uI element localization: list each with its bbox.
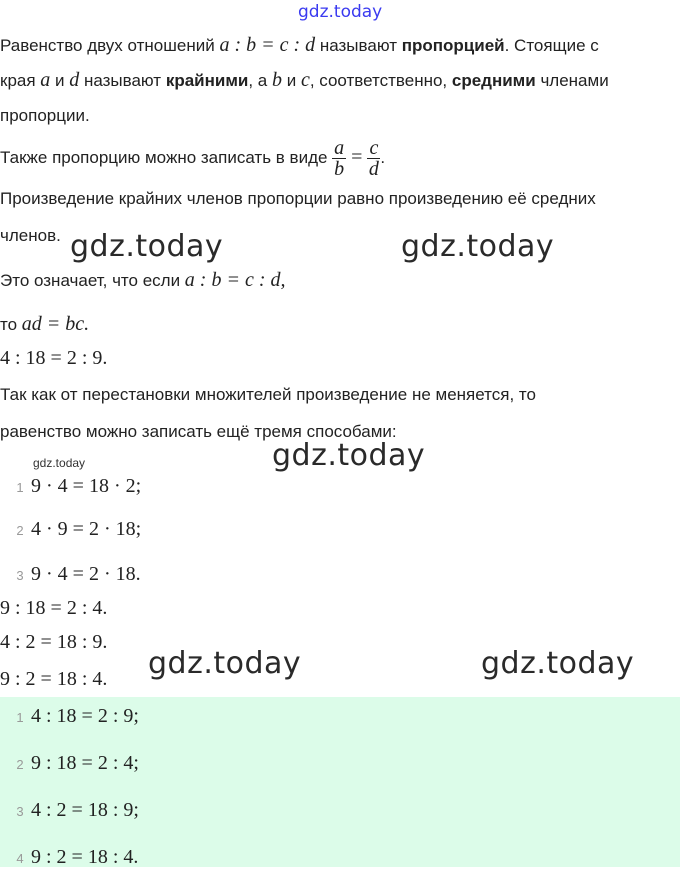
watermark-small: gdz.today [33, 456, 86, 470]
watermark: gdz.today [272, 438, 426, 473]
list-text: 9 · 4 = 18 · 2; [31, 475, 142, 497]
math: a [40, 69, 51, 91]
equation: 4 : 2 = 18 : 9. [0, 631, 108, 653]
text: то [0, 315, 22, 334]
fraction-c-d [367, 138, 380, 179]
list-text: 9 : 2 = 18 : 4. [31, 846, 139, 868]
list-number: 2 [16, 523, 24, 538]
answer-item [9, 846, 138, 870]
list-text: 9 : 18 = 2 : 4; [31, 752, 139, 774]
text: Это означает, что если [0, 271, 185, 290]
watermark-top: gdz.today [298, 2, 383, 22]
list-item [9, 475, 141, 499]
paragraph-property-2: членов. [0, 226, 61, 245]
paragraph-definition-3: пропорции. [0, 106, 90, 125]
equation-given: 4 : 18 = 2 : 9. [0, 347, 108, 369]
equation: 9 : 18 = 2 : 4. [0, 597, 108, 619]
text: . Стоящие с [504, 36, 599, 55]
answer-item [9, 752, 139, 776]
numerator: c [369, 137, 379, 159]
list-number: 3 [16, 804, 24, 819]
equals: = [346, 145, 368, 168]
list-number: 2 [16, 757, 24, 772]
text: называют [79, 71, 166, 90]
watermark: gdz.today [148, 646, 302, 681]
answer-item [9, 799, 139, 823]
denominator: b [334, 158, 345, 180]
paragraph-permutation-2: равенство можно записать ещё тремя способами: [0, 422, 397, 441]
list-text: 4 · 9 = 2 · 18; [31, 518, 142, 540]
paragraph-definition [0, 34, 599, 57]
text: Также пропорцию можно записать в виде [0, 147, 333, 167]
numerator: a [334, 137, 345, 159]
math: c [300, 69, 310, 91]
text: и [50, 71, 70, 90]
watermark: gdz.today [401, 229, 555, 264]
text: Равенство двух отношений [0, 36, 220, 55]
bold-term: крайними [165, 71, 249, 90]
denominator: d [368, 158, 379, 180]
math: a : b = c : d [219, 34, 316, 56]
list-number: 1 [16, 710, 24, 725]
list-text: 9 · 4 = 2 · 18. [31, 563, 141, 585]
bold-term: пропорцией [401, 36, 505, 55]
text: членами [535, 71, 609, 90]
equation: 9 : 2 = 18 : 4. [0, 668, 108, 690]
watermark: gdz.today [481, 646, 635, 681]
watermark: gdz.today [70, 229, 224, 264]
list-number: 3 [16, 568, 24, 583]
paragraph-property: Произведение крайних членов пропорции равно произведению её средних [0, 189, 596, 208]
paragraph-definition-2 [0, 69, 609, 92]
text: , а [248, 71, 272, 90]
paragraph-means [0, 269, 286, 292]
list-text: 4 : 2 = 18 : 9; [31, 799, 139, 821]
text: края [0, 71, 41, 90]
text: . [380, 147, 386, 167]
answer-item [9, 705, 139, 729]
text: называют [315, 36, 402, 55]
list-item [9, 518, 141, 542]
paragraph-then [0, 313, 89, 336]
list-item [9, 563, 141, 587]
math: d [69, 69, 80, 91]
fraction-a-b [332, 138, 346, 179]
math: a : b = c : d, [184, 269, 286, 291]
text: , соответственно, [309, 71, 452, 90]
text: и [281, 71, 301, 90]
bold-term: средними [451, 71, 536, 90]
list-number: 1 [16, 480, 24, 495]
math: ad = bc. [21, 313, 90, 335]
list-text: 4 : 18 = 2 : 9; [31, 705, 139, 727]
math: b [271, 69, 282, 91]
list-number: 4 [16, 851, 24, 866]
paragraph-permutation: Так как от перестановки множителей произведение не меняется, то [0, 385, 536, 404]
paragraph-fraction [0, 138, 385, 179]
